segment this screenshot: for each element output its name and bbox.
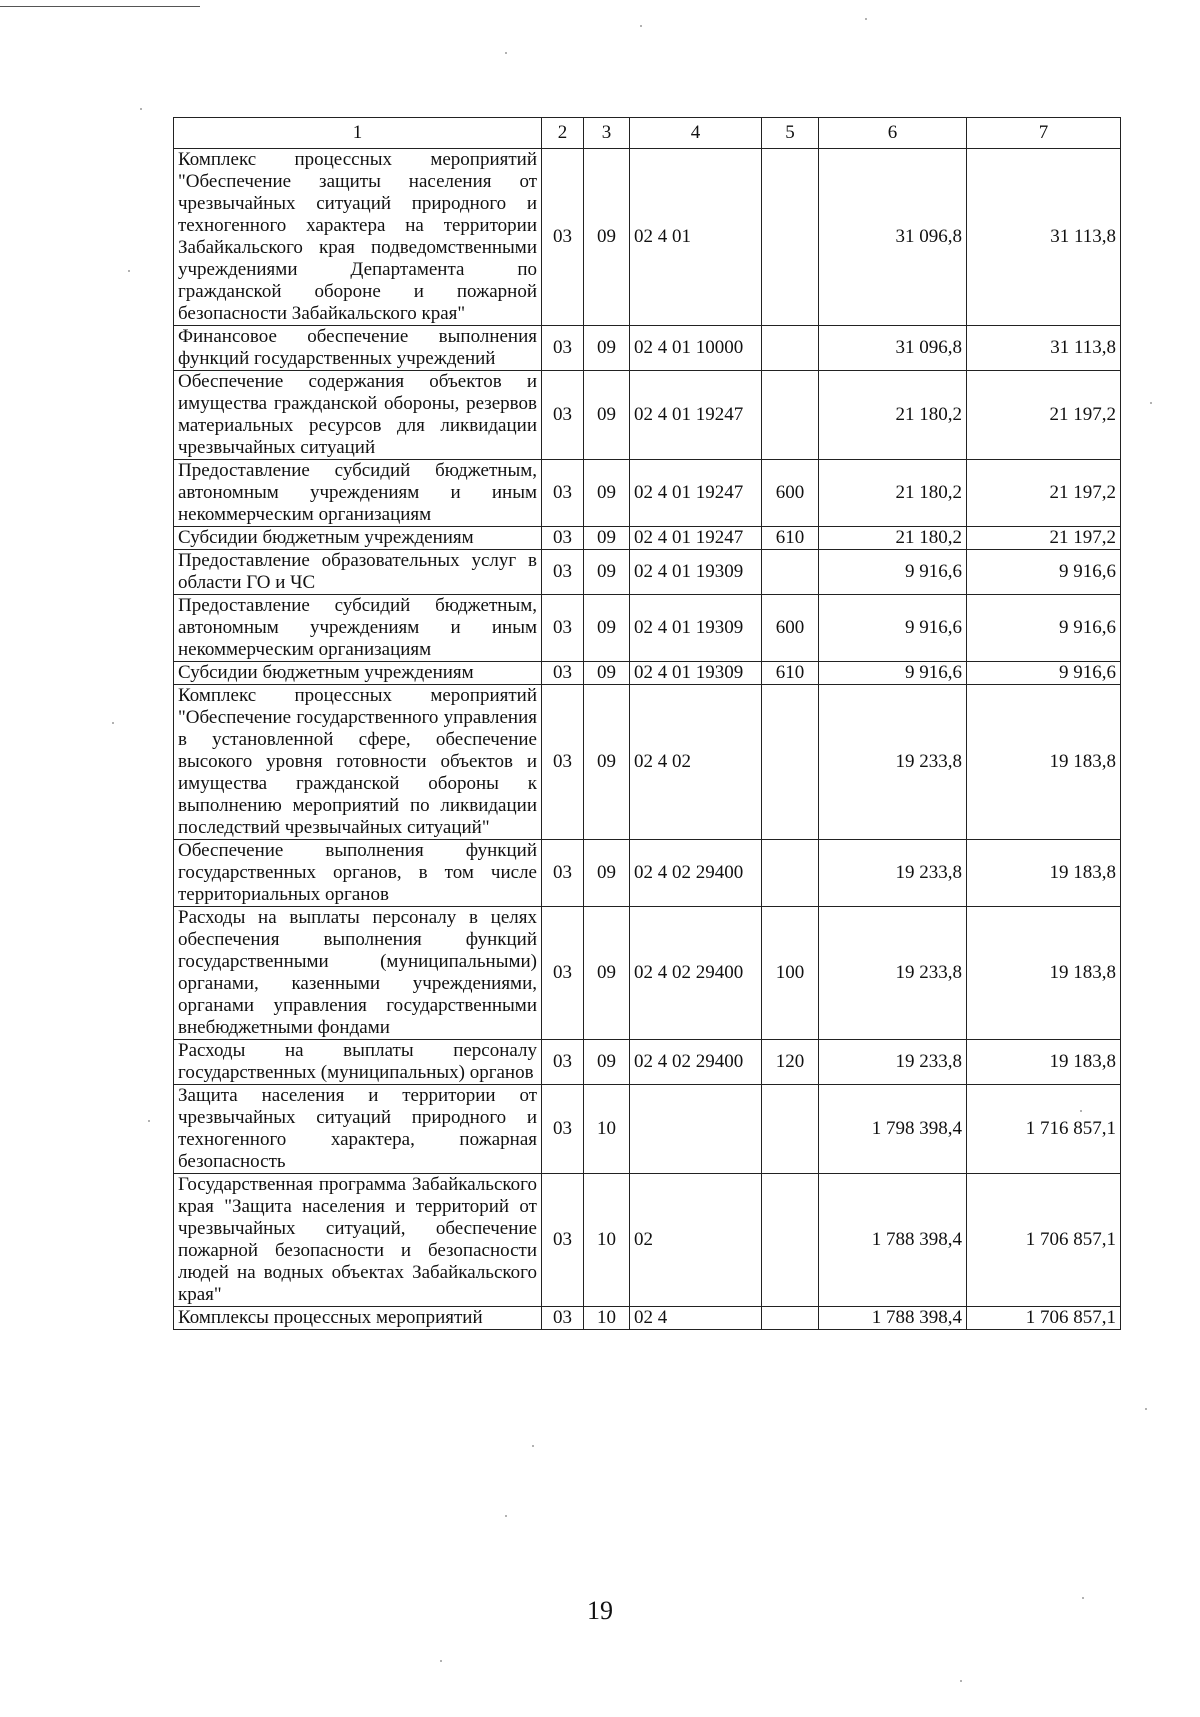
cell-amount-1: 1 798 398,4 <box>819 1085 967 1174</box>
cell-name: Обеспечение выполнения функций государственных органов, в том числе территориальных органов <box>174 840 542 907</box>
cell-expense-type: 610 <box>762 662 819 685</box>
cell-amount-1: 9 916,6 <box>819 662 967 685</box>
cell-name: Комплексы процессных мероприятий <box>174 1307 542 1330</box>
cell-target-article: 02 <box>630 1174 762 1307</box>
cell-amount-1: 21 180,2 <box>819 527 967 550</box>
cell-amount-2: 21 197,2 <box>967 527 1121 550</box>
cell-expense-type: 100 <box>762 907 819 1040</box>
header-col-5: 5 <box>762 118 819 149</box>
header-col-7: 7 <box>967 118 1121 149</box>
page-number: 19 <box>587 1596 613 1625</box>
cell-subsection: 09 <box>584 595 630 662</box>
cell-section: 03 <box>542 371 584 460</box>
table-row <box>174 662 1121 685</box>
cell-section: 03 <box>542 685 584 840</box>
header-row <box>174 118 1121 149</box>
table-row <box>174 371 1121 460</box>
cell-amount-2: 9 916,6 <box>967 662 1121 685</box>
cell-section: 03 <box>542 1174 584 1307</box>
cell-expense-type <box>762 326 819 371</box>
cell-expense-type: 120 <box>762 1040 819 1085</box>
cell-amount-1: 31 096,8 <box>819 326 967 371</box>
cell-subsection: 09 <box>584 550 630 595</box>
cell-section: 03 <box>542 595 584 662</box>
scan-speck <box>140 108 142 110</box>
scan-speck <box>440 1660 442 1662</box>
header-col-4: 4 <box>630 118 762 149</box>
cell-amount-1: 21 180,2 <box>819 371 967 460</box>
table-row <box>174 149 1121 326</box>
cell-name: Расходы на выплаты персоналу в целях обеспечения выполнения функций государственными (муниципальными) органами, казенными учреждениями, органами управления государственными внебюджетными фондами <box>174 907 542 1040</box>
cell-subsection: 09 <box>584 1040 630 1085</box>
table-row <box>174 1040 1121 1085</box>
cell-amount-1: 19 233,8 <box>819 685 967 840</box>
scan-speck <box>532 1445 534 1447</box>
cell-amount-2: 19 183,8 <box>967 685 1121 840</box>
cell-expense-type: 600 <box>762 460 819 527</box>
scan-speck <box>960 1680 962 1682</box>
cell-target-article: 02 4 02 <box>630 685 762 840</box>
cell-target-article: 02 4 01 10000 <box>630 326 762 371</box>
cell-subsection: 09 <box>584 326 630 371</box>
top-edge-rule <box>0 6 200 7</box>
cell-name: Комплекс процессных мероприятий "Обеспечение защиты населения от чрезвычайных ситуаций природного и техногенного характера на территории Забайкальского края подведомственными учреждениями Департамента по гражданской обороне и пожарной безопасности Забайкальского края" <box>174 149 542 326</box>
cell-target-article: 02 4 01 19309 <box>630 595 762 662</box>
table-row <box>174 326 1121 371</box>
scan-speck <box>1145 1408 1147 1410</box>
cell-amount-2: 1 706 857,1 <box>967 1174 1121 1307</box>
table-row <box>174 685 1121 840</box>
cell-target-article: 02 4 01 19247 <box>630 460 762 527</box>
cell-amount-2: 1 706 857,1 <box>967 1307 1121 1330</box>
cell-amount-1: 31 096,8 <box>819 149 967 326</box>
scan-speck <box>1150 402 1152 404</box>
scan-speck <box>505 52 507 54</box>
cell-amount-1: 19 233,8 <box>819 1040 967 1085</box>
cell-amount-2: 19 183,8 <box>967 907 1121 1040</box>
cell-section: 03 <box>542 907 584 1040</box>
scan-speck <box>1082 1597 1084 1599</box>
cell-name: Обеспечение содержания объектов и имущества гражданской обороны, резервов материальных ресурсов для ликвидации чрезвычайных ситуаций <box>174 371 542 460</box>
cell-subsection: 10 <box>584 1174 630 1307</box>
table-row <box>174 1307 1121 1330</box>
cell-expense-type <box>762 149 819 326</box>
cell-name: Расходы на выплаты персоналу государственных (муниципальных) органов <box>174 1040 542 1085</box>
cell-amount-1: 19 233,8 <box>819 907 967 1040</box>
header-col-2: 2 <box>542 118 584 149</box>
cell-name: Предоставление субсидий бюджетным, автономным учреждениям и иным некоммерческим организациям <box>174 595 542 662</box>
cell-amount-2: 1 716 857,1 <box>967 1085 1121 1174</box>
scan-speck <box>640 25 642 27</box>
cell-section: 03 <box>542 149 584 326</box>
cell-amount-2: 9 916,6 <box>967 595 1121 662</box>
cell-target-article: 02 4 02 29400 <box>630 840 762 907</box>
cell-expense-type: 600 <box>762 595 819 662</box>
cell-name: Предоставление субсидий бюджетным, автономным учреждениям и иным некоммерческим организациям <box>174 460 542 527</box>
cell-target-article: 02 4 01 19309 <box>630 550 762 595</box>
scan-speck <box>1080 1110 1082 1112</box>
cell-subsection: 09 <box>584 371 630 460</box>
scan-speck <box>128 270 130 272</box>
budget-table <box>173 117 1121 1330</box>
header-col-1: 1 <box>174 118 542 149</box>
cell-amount-1: 21 180,2 <box>819 460 967 527</box>
cell-target-article: 02 4 02 29400 <box>630 1040 762 1085</box>
cell-section: 03 <box>542 1307 584 1330</box>
cell-section: 03 <box>542 527 584 550</box>
cell-amount-1: 1 788 398,4 <box>819 1307 967 1330</box>
cell-amount-2: 31 113,8 <box>967 149 1121 326</box>
cell-name: Финансовое обеспечение выполнения функций государственных учреждений <box>174 326 542 371</box>
cell-subsection: 09 <box>584 662 630 685</box>
table-body <box>174 149 1121 1330</box>
cell-subsection: 09 <box>584 907 630 1040</box>
cell-name: Предоставление образовательных услуг в области ГО и ЧС <box>174 550 542 595</box>
cell-expense-type <box>762 550 819 595</box>
table-row <box>174 527 1121 550</box>
cell-name: Субсидии бюджетным учреждениям <box>174 527 542 550</box>
cell-subsection: 09 <box>584 460 630 527</box>
cell-target-article: 02 4 01 19309 <box>630 662 762 685</box>
cell-expense-type <box>762 1307 819 1330</box>
cell-expense-type <box>762 1174 819 1307</box>
cell-expense-type: 610 <box>762 527 819 550</box>
table-row <box>174 1174 1121 1307</box>
scan-speck <box>112 722 114 724</box>
cell-section: 03 <box>542 662 584 685</box>
table-row <box>174 1085 1121 1174</box>
scan-speck <box>505 1515 507 1517</box>
cell-amount-2: 21 197,2 <box>967 371 1121 460</box>
cell-target-article: 02 4 <box>630 1307 762 1330</box>
table-row <box>174 840 1121 907</box>
cell-expense-type <box>762 840 819 907</box>
cell-subsection: 10 <box>584 1307 630 1330</box>
cell-subsection: 09 <box>584 840 630 907</box>
cell-amount-2: 19 183,8 <box>967 840 1121 907</box>
cell-target-article: 02 4 02 29400 <box>630 907 762 1040</box>
cell-section: 03 <box>542 460 584 527</box>
cell-target-article: 02 4 01 19247 <box>630 527 762 550</box>
cell-name: Государственная программа Забайкальского края "Защита населения и территорий от чрезвычайных ситуаций, обеспечение пожарной безопасности и безопасности людей на водных объектах Забайкальского края" <box>174 1174 542 1307</box>
cell-section: 03 <box>542 1040 584 1085</box>
cell-expense-type <box>762 1085 819 1174</box>
table-row <box>174 595 1121 662</box>
cell-section: 03 <box>542 840 584 907</box>
header-col-3: 3 <box>584 118 630 149</box>
cell-amount-1: 9 916,6 <box>819 550 967 595</box>
table-row <box>174 907 1121 1040</box>
table-row <box>174 550 1121 595</box>
scan-speck <box>148 1120 150 1122</box>
cell-subsection: 10 <box>584 1085 630 1174</box>
cell-subsection: 09 <box>584 149 630 326</box>
cell-amount-2: 9 916,6 <box>967 550 1121 595</box>
scan-speck <box>865 18 867 20</box>
cell-target-article <box>630 1085 762 1174</box>
cell-name: Субсидии бюджетным учреждениям <box>174 662 542 685</box>
cell-name: Комплекс процессных мероприятий "Обеспечение государственного управления в установленной сфере, обеспечение высокого уровня готовности объектов и имущества гражданской обороны к выполнению мероприятий по ликвидации последствий чрезвычайных ситуаций" <box>174 685 542 840</box>
cell-expense-type <box>762 685 819 840</box>
cell-target-article: 02 4 01 19247 <box>630 371 762 460</box>
header-col-6: 6 <box>819 118 967 149</box>
cell-amount-1: 1 788 398,4 <box>819 1174 967 1307</box>
cell-name: Защита населения и территории от чрезвычайных ситуаций природного и техногенного характера, пожарная безопасность <box>174 1085 542 1174</box>
cell-section: 03 <box>542 550 584 595</box>
cell-amount-2: 21 197,2 <box>967 460 1121 527</box>
cell-amount-1: 19 233,8 <box>819 840 967 907</box>
cell-amount-1: 9 916,6 <box>819 595 967 662</box>
cell-target-article: 02 4 01 <box>630 149 762 326</box>
table-row <box>174 460 1121 527</box>
cell-subsection: 09 <box>584 685 630 840</box>
cell-expense-type <box>762 371 819 460</box>
cell-section: 03 <box>542 1085 584 1174</box>
cell-section: 03 <box>542 326 584 371</box>
cell-amount-2: 19 183,8 <box>967 1040 1121 1085</box>
cell-subsection: 09 <box>584 527 630 550</box>
cell-amount-2: 31 113,8 <box>967 326 1121 371</box>
